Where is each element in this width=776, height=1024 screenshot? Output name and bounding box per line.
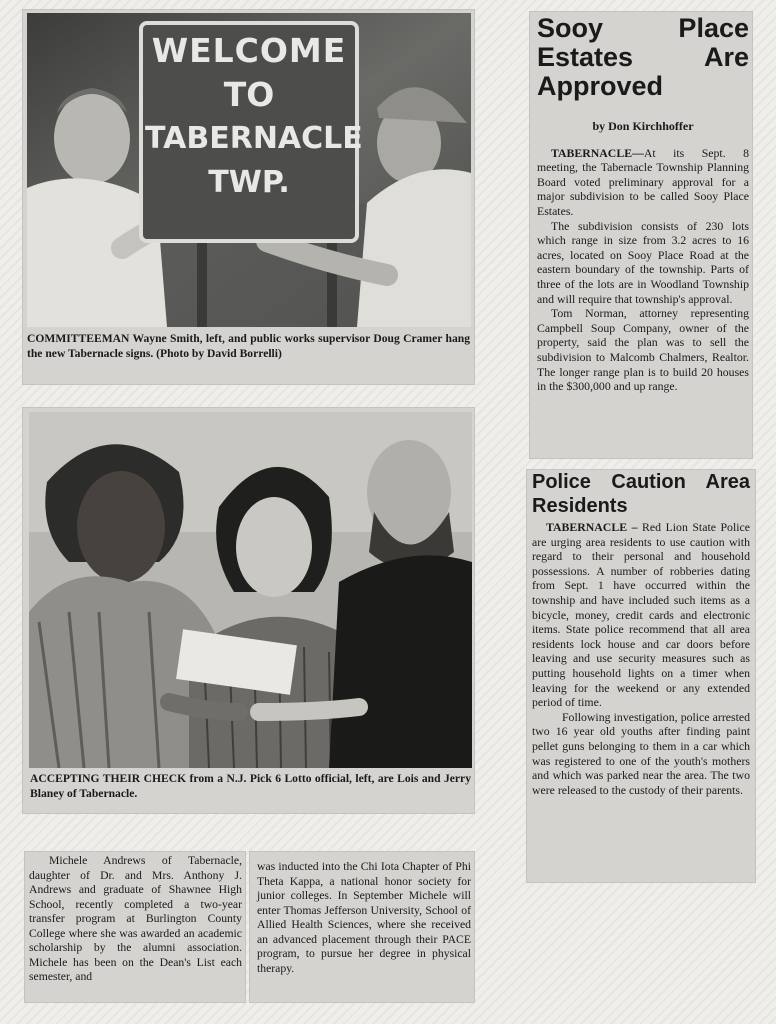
- sooy-article: [537, 12, 749, 394]
- check-photo-caption: ACCEPTING THEIR CHECK from a N.J. Pick 6 Lotto official, left, are Lois and Jerry Blaney of Tabernacle.: [30, 772, 471, 800]
- check-photo-image: [29, 412, 472, 768]
- sooy-dateline: TABERNACLE—: [551, 145, 644, 160]
- sign-photo: [27, 13, 471, 327]
- police-paragraph-2: Following investigation, police arrested two 16 year old youths after finding paint pellet guns belonging to them in a car which was registered to one of the youth's mothers and which was parked near the area. The two were released to the custody of their parents.: [532, 709, 750, 797]
- sign-line-2: TO: [223, 75, 275, 114]
- police-headline: Police Caution Area Residents: [532, 471, 750, 517]
- andrews-column-2: [257, 860, 471, 976]
- welcome-sign-text: [145, 29, 363, 205]
- sign-line-1: WELCOME: [151, 31, 347, 70]
- police-paragraph-1: TABERNACLE – Red Lion State Police are urging area residents to use caution with regard to their personal and household possessions. A number of robberies dating from Sept. 1 have occurred within the township and have included such items as a bicycle, money, credit cards and electronic items. State police recommend that all area residents lock house and car doors before leaving and use security measures such as putting household lights on a timer when leaving for the weekend or any extended period of time.: [532, 520, 750, 710]
- sign-photo-caption: COMMITTEEMAN Wayne Smith, left, and public works supervisor Doug Cramer hang the new Tabernacle signs. (Photo by David Borrelli): [27, 332, 470, 360]
- sign-line-4: TWP.: [208, 165, 290, 200]
- andrews-paragraph-2: was inducted into the Chi Iota Chapter of Phi Theta Kappa, a national honor society for junior colleges. In September Michele will enter Thomas Jefferson University, School of Allied Health Sciences, where she received an advanced placement through their PACE program, to pursue her degree in physical therapy.: [257, 860, 471, 975]
- sooy-paragraph-3: Tom Norman, attorney representing Campbell Soup Company, owner of the property, said the plan was to sell the subdivision to Malcomb Chalmers, Realtor. The longer range plan is to build 20 houses in the $300,000 and up range.: [537, 306, 749, 394]
- sooy-paragraph-1: TABERNACLE—At its Sept. 8 meeting, the Tabernacle Township Planning Board voted preliminary approval for a major subdivision to be called Sooy Place Estates.: [537, 145, 749, 218]
- andrews-column-1: [29, 854, 242, 985]
- check-photo: [29, 412, 472, 768]
- police-dateline: TABERNACLE –: [546, 520, 638, 534]
- sooy-paragraph-2: The subdivision consists of 230 lots which range in size from 3.2 acres to 16 acres, located on Sooy Place Road at the eastern boundary of the township. Parts of three of the lots are in Woodland Township and will require that township's approval.: [537, 218, 749, 306]
- sooy-headline: Sooy Place Estates Are Approved: [537, 13, 749, 101]
- andrews-paragraph-1: Michele Andrews of Tabernacle, daughter of Dr. and Mrs. Anthony J. Andrews and graduate of Shawnee High School, recently completed a two-year transfer program at Burlington County College where she was awarded an academic scholarship by the alumni association. Michele has been on the Dean's List each semester, and: [29, 854, 242, 983]
- police-article: [532, 470, 750, 797]
- sign-line-3: TABERNACLE: [145, 121, 363, 156]
- sooy-byline: by Don Kirchhoffer: [592, 119, 694, 133]
